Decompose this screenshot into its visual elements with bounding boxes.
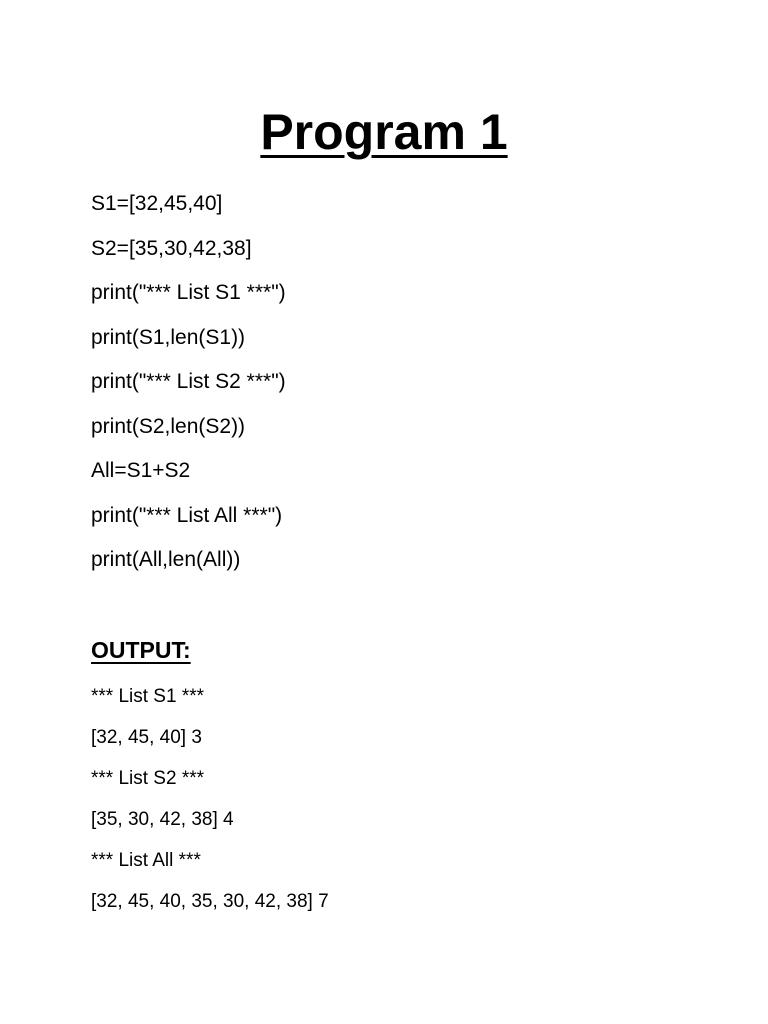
output-listing xyxy=(91,676,329,922)
code-line: All=S1+S2 xyxy=(91,459,191,482)
output-line: [32, 45, 40] 3 xyxy=(91,727,202,748)
code-line: S1=[32,45,40] xyxy=(91,192,223,215)
code-line: print("*** List S1 ***") xyxy=(91,281,286,304)
code-line: S2=[35,30,42,38] xyxy=(91,236,252,260)
code-line: print("*** List S2 ***") xyxy=(91,370,286,393)
code-line: print(S1,len(S1)) xyxy=(91,325,246,349)
code-line: print("*** List All ***") xyxy=(91,503,283,527)
code-line: print(All,len(All)) xyxy=(91,548,241,571)
output-line: [35, 30, 42, 38] 4 xyxy=(91,809,234,830)
page-title xyxy=(0,100,768,164)
output-line: *** List S1 *** xyxy=(91,686,205,707)
page-title-text: Program 1 xyxy=(260,104,508,160)
code-line: print(S2,len(S2)) xyxy=(91,414,246,438)
output-heading: OUTPUT: xyxy=(91,637,191,663)
code-listing xyxy=(91,182,286,583)
output-line: *** List All *** xyxy=(91,850,201,871)
output-line: *** List S2 *** xyxy=(91,768,205,789)
output-line: [32, 45, 40, 35, 30, 42, 38] 7 xyxy=(91,891,329,912)
